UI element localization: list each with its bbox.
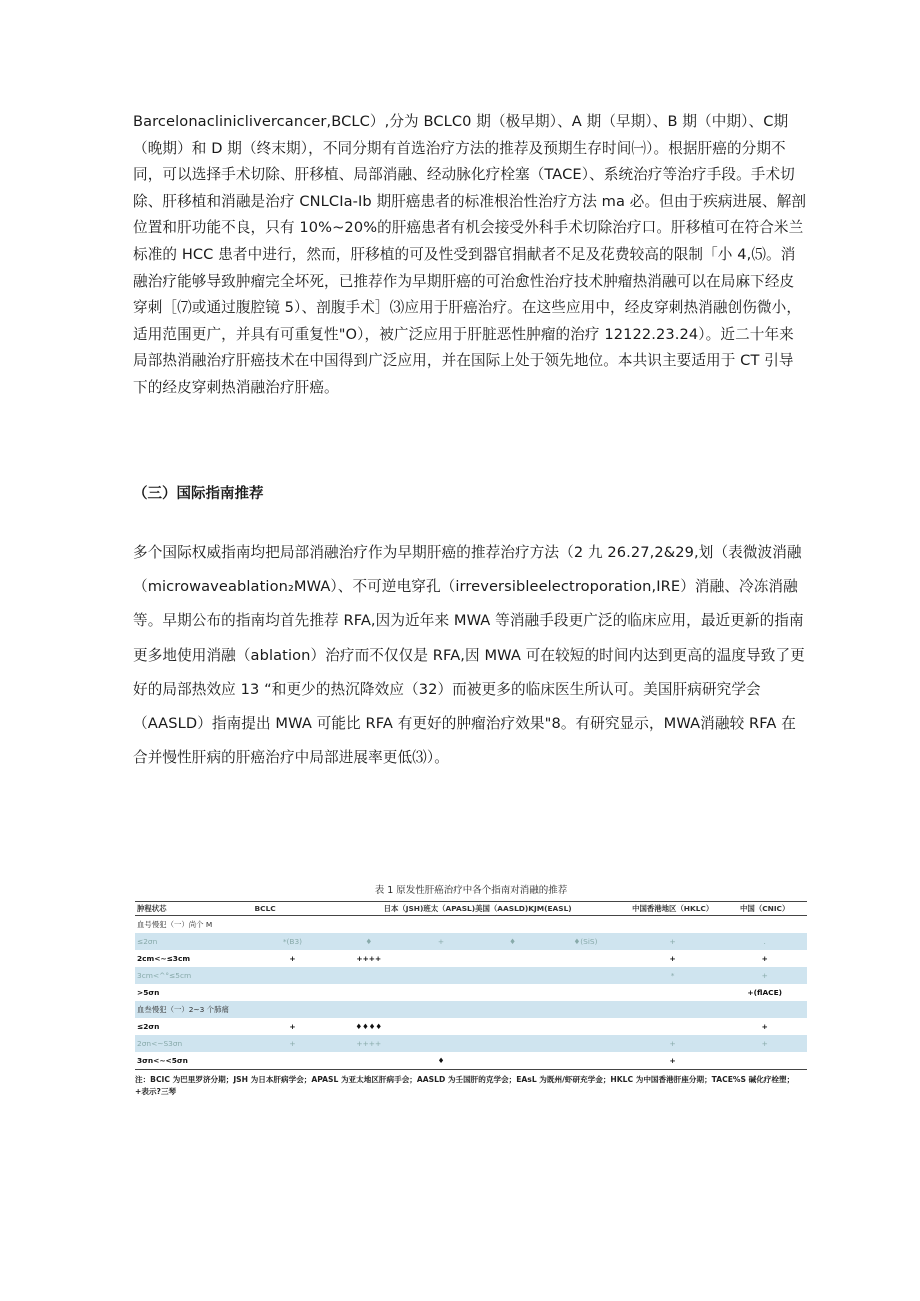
table-cell: ♦ [477, 933, 549, 950]
table-cell [623, 1018, 723, 1035]
table-cell [548, 967, 623, 984]
table-cell [332, 916, 405, 934]
table-cell [548, 984, 623, 1001]
table-cell [477, 950, 549, 967]
table-cell [253, 1052, 333, 1070]
table-cell: ++++ [356, 954, 382, 963]
body-paragraph-1: Barcelonacliniclivercancer,BCLC）,分为 BCLC0 期（极早期）、A 期（早期）、B 期（中期）、C期（晚期）和 D 期（终末期），不同分期有首选治疗方法的推荐及预期生存时间㈠）。根据肝癌的分期不同，可以选择手术切除、肝移植、局部消融、经动脉化疗栓塞（TACE）、系统治疗等治疗手段。手术切除、肝移植和消融是治疗 CNLCIa-Ib 期肝癌患者的标准根治性治疗方法 ma 必。但由于疾病进展、解剖位置和肝功能不良，只有 10%~20%的肝癌患者有机会接受外科手术切除治疗口。肝移植可在符合米兰标准的 HCC 患者中进行，然而，肝移植的可及性受到器官捐献者不足及花费较高的限制「小 4,⑸。消融治疗能够导致肿瘤完全坏死，已推荐作为早期肝癌的可治愈性治疗技术肿瘤热消融可以在局麻下经皮穿刺［⑺或通过腹腔镜 5）、剖腹手术］⑶应用于肝癌治疗。在这些应用中，经皮穿刺热消融创伤微小，适用范围更广，并具有可重复性"O），被广泛应用于肝脏恶性肿瘤的治疗 12122.23.24）。近二十年来局部热消融治疗肝癌技术在中国得到广泛应用，并在国际上处于领先地位。本共识主要适用于 CT 引导下的经皮穿刺热消融治疗肝癌。 [133, 113, 807, 396]
table-cell: + [289, 1022, 296, 1031]
table-cell: + [761, 1022, 768, 1031]
table-cell: + [722, 1035, 807, 1052]
table-cell [405, 1018, 477, 1035]
table-row [135, 984, 807, 1001]
table-cell: + [623, 933, 723, 950]
table-cell [623, 1001, 723, 1018]
table-header-cell: 中国（CNIC） [722, 902, 807, 916]
table-cell: + [623, 1035, 723, 1052]
table-cell [548, 1035, 623, 1052]
table-cell [405, 916, 477, 934]
table-cell [477, 1035, 549, 1052]
table-cell [623, 916, 723, 934]
table-cell [253, 1001, 333, 1018]
table-cell [332, 1052, 405, 1070]
table-cell: + [623, 1052, 723, 1070]
row-label-cell: 血号慢犯（一）尚个 M [137, 920, 213, 929]
table-note: 注：BCIC 为巴里罗济分期；JSH 为日本肝病学会；APASL 为亚太地区肝病手会；AASLD 为壬国肝的克学会；EAsL 为既州/虾研充学金；HKLC 为中国香港肝座分期；TACE%S 碱化疗栓塑；+表示?三琴 [135, 1075, 795, 1096]
table-cell [405, 984, 477, 1001]
table-cell [332, 984, 405, 1001]
table-cell [405, 967, 477, 984]
table-cell: * [623, 967, 723, 984]
table-cell [477, 967, 549, 984]
table-cell [548, 1052, 623, 1070]
table-cell [548, 1001, 623, 1018]
table-header-cell: 肿程状芯 [135, 902, 253, 916]
table-cell [548, 916, 623, 934]
table-row [135, 1001, 807, 1018]
table-cell [405, 1035, 477, 1052]
table-cell: + [253, 1035, 333, 1052]
table-cell [332, 1001, 405, 1018]
row-label-cell: >5σn [137, 988, 160, 997]
table-cell: + [289, 954, 296, 963]
table-cell: ♦♦♦♦ [355, 1022, 383, 1031]
table-header-row [135, 902, 807, 916]
row-label-cell: 2σn<~S3σn [135, 1035, 253, 1052]
table-cell: ♦ [405, 1052, 477, 1070]
table-cell [477, 916, 549, 934]
table-row [135, 933, 807, 950]
table-cell [477, 1001, 549, 1018]
table-cell [405, 950, 477, 967]
table-cell: + [405, 933, 477, 950]
table-cell [477, 1052, 549, 1070]
table-header-cell: 中国香港地区（HKLC） [623, 902, 723, 916]
row-label-cell: 血叁慢犯（一）2~3 个肺痛 [135, 1001, 253, 1018]
table-cell [253, 916, 333, 934]
table-cell: ++++ [332, 1035, 405, 1052]
row-label-cell: ≤2σn [135, 933, 253, 950]
table-cell [722, 1052, 807, 1070]
guideline-table-container [135, 882, 807, 1097]
table-cell: ♦ [332, 933, 405, 950]
table-cell: . [722, 933, 807, 950]
row-label-cell: ≤2σn [137, 1022, 160, 1031]
table-row [135, 1035, 807, 1052]
table-header-cell: BCLC [253, 902, 333, 916]
table-row [135, 950, 807, 967]
table-cell: ♦(SiS) [548, 933, 623, 950]
table-cell: *(B3) [253, 933, 333, 950]
row-label-cell: 3σn<~<5σn [135, 1052, 253, 1070]
table-cell: +(flACE) [747, 988, 783, 997]
table-cell [477, 984, 549, 1001]
table-cell: + [722, 967, 807, 984]
table-cell [548, 1018, 623, 1035]
table-header-cell: 日本（JSH)班太（APASL)美国（AASLD)KJM(EASL) [332, 902, 623, 916]
table-row [135, 1018, 807, 1035]
guideline-table [135, 901, 807, 1070]
section-heading: （三）国际指南推荐 [133, 486, 264, 502]
table-cell: + [669, 954, 676, 963]
table-cell [253, 984, 333, 1001]
table-cell [623, 984, 723, 1001]
table-row [135, 916, 807, 934]
table-cell: + [761, 954, 768, 963]
table-title: 表 1 原发性肝癌治疗中各个指南对消融的推荐 [374, 885, 568, 896]
table-cell [722, 1001, 807, 1018]
table-cell [405, 1001, 477, 1018]
row-label-cell: 2cm<~≤3cm [137, 954, 191, 963]
body-paragraph-2: 多个国际权威指南均把局部消融治疗作为早期肝癌的推荐治疗方法（2 九 26.27,2&29,划（表微波消融（microwaveablation₂MWA）、不可逆电穿孔（irreversibleelectroporation,IRE）消融、冷冻消融等。早期公布的指南均首先推荐 RFA,因为近年来 MWA 等消融手段更广泛的临床应用，最近更新的指南更多地使用消融（ablation）治疗而不仅仅是 RFA,因 MWA 可在较短的时间内达到更高的温度导致了更好的局部热效应 13 “和更少的热沉降效应（32）而被更多的临床医生所认可。美国肝病研究学会（AASLD）指南提出 MWA 可能比 RFA 有更好的肿瘤治疗效果"8。有研究显示，MWA消融较 RFA 在合并慢性肝病的肝癌治疗中局部进展率更低⑶）。 [133, 544, 805, 767]
table-cell [722, 916, 807, 934]
table-row [135, 1052, 807, 1070]
table-cell [332, 967, 405, 984]
table-row [135, 967, 807, 984]
table-cell [253, 967, 333, 984]
table-cell [548, 950, 623, 967]
row-label-cell: 3cm<^°≤5cm [135, 967, 253, 984]
table-cell [477, 1018, 549, 1035]
